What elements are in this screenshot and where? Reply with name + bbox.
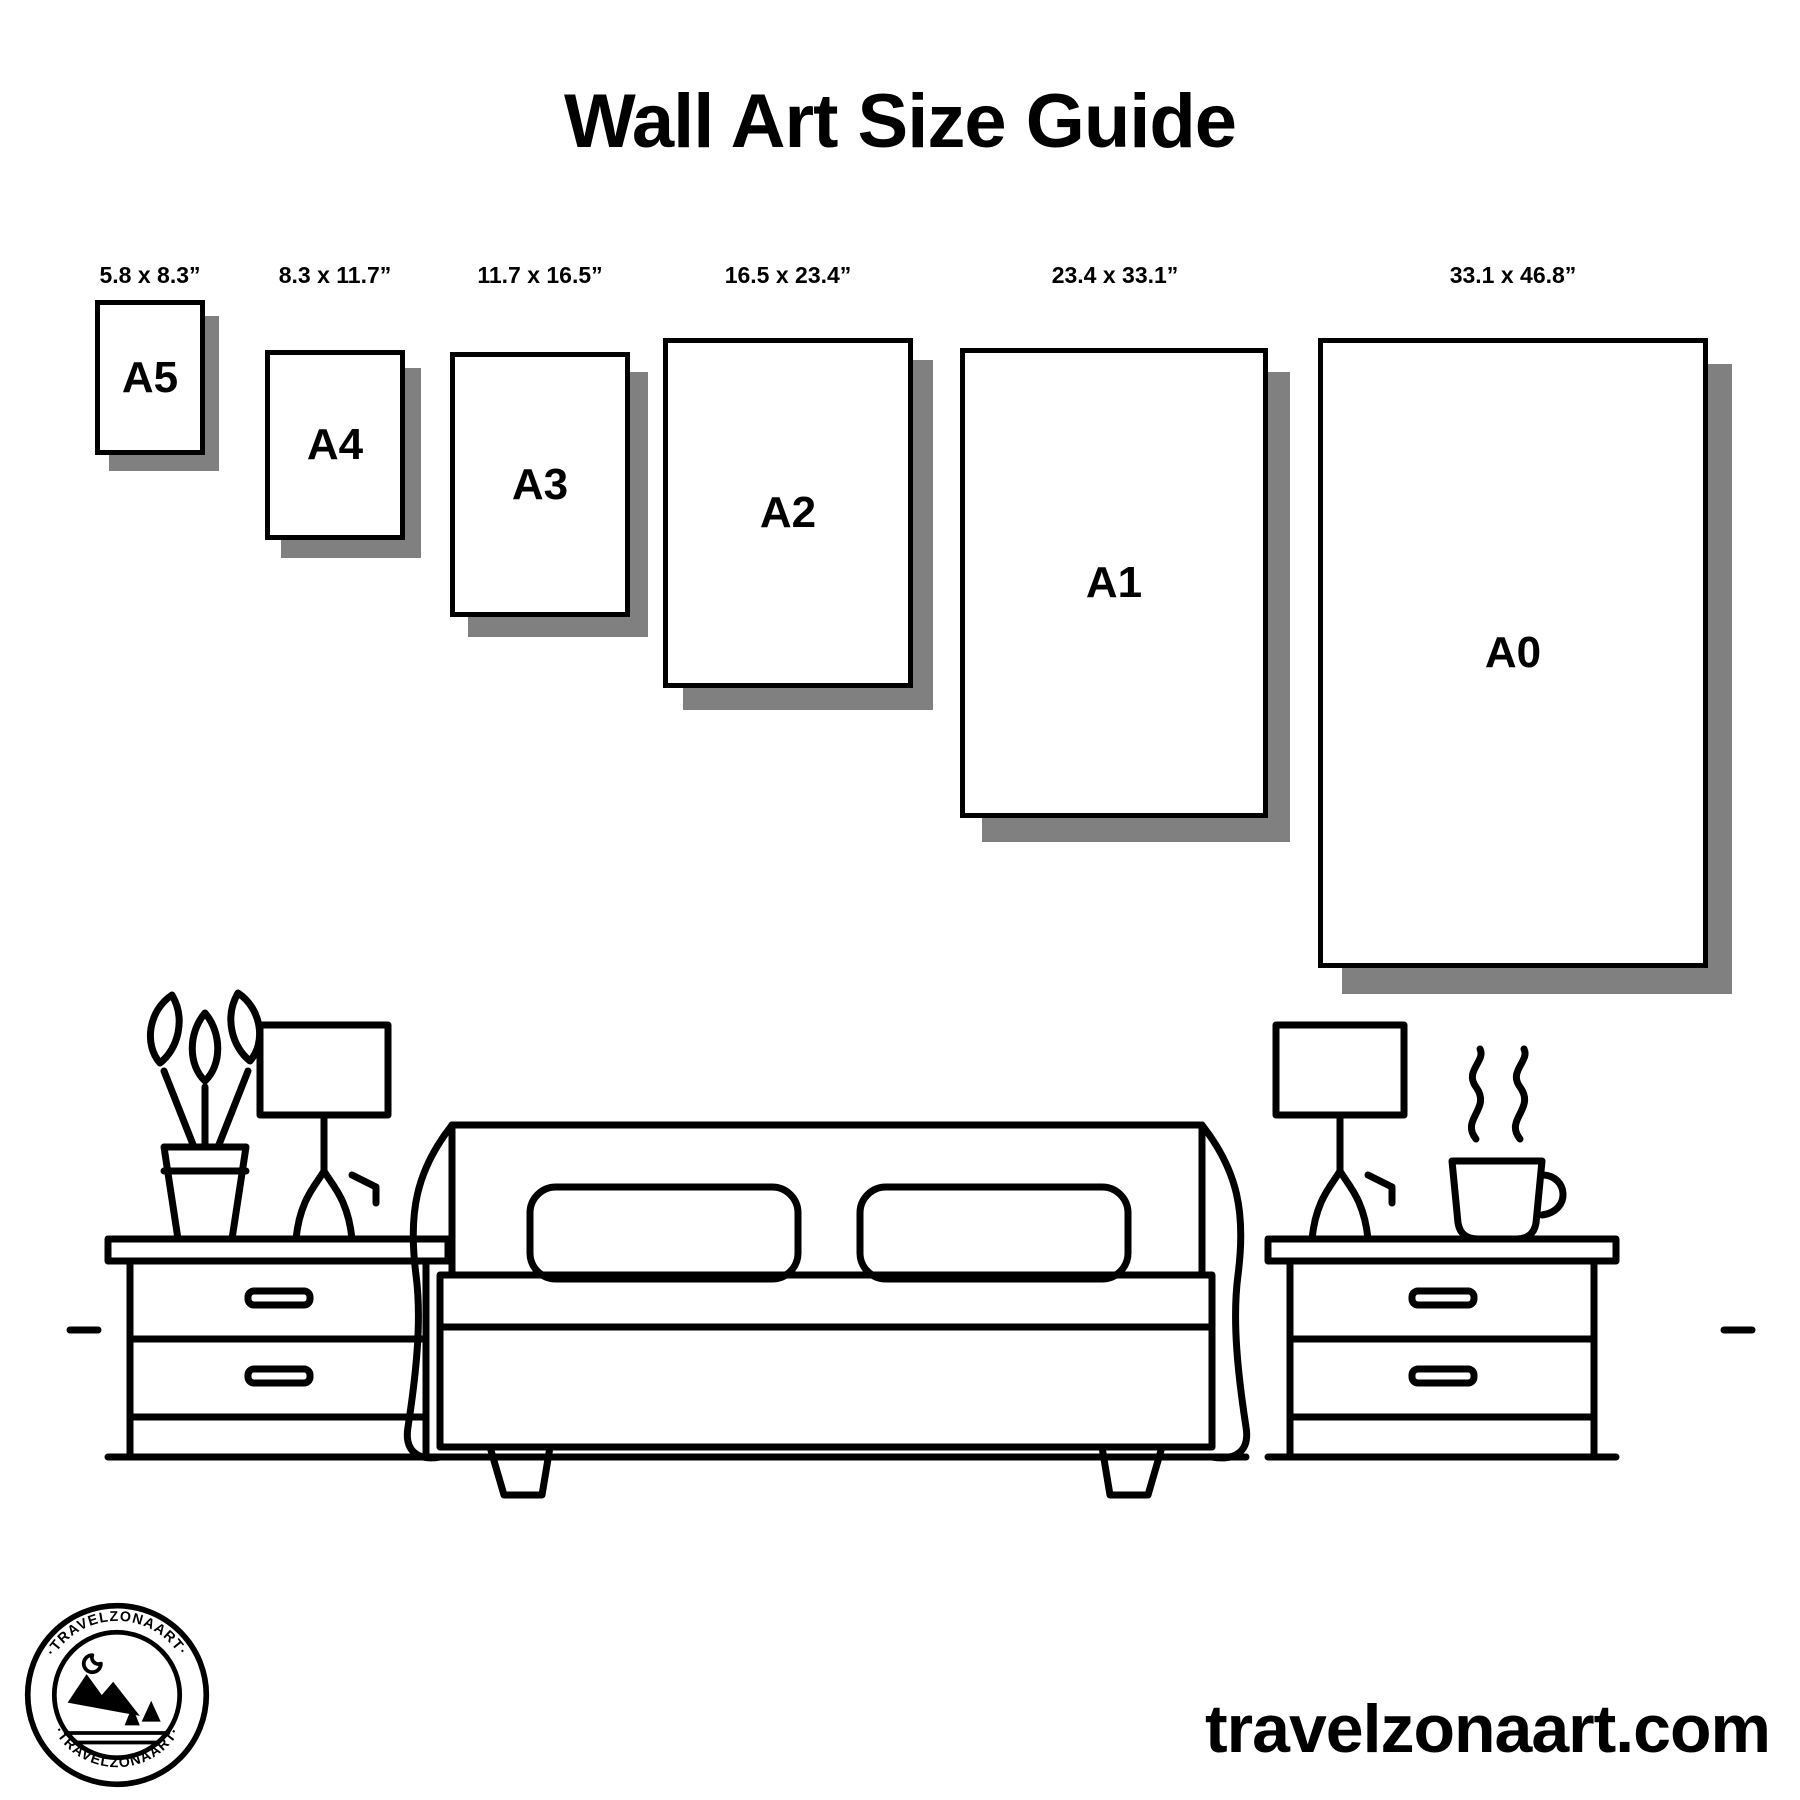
frame-a2-box[interactable]	[663, 338, 913, 688]
mug-handle	[1542, 1175, 1563, 1215]
frame-a1-box[interactable]	[960, 348, 1268, 818]
vase-body	[164, 1147, 246, 1239]
frame-a2-dimensions: 16.5 x 23.4”	[724, 262, 852, 288]
frame-a2-label: A2	[759, 488, 817, 537]
flower-stem-right	[218, 1071, 248, 1147]
left-nightstand-drawer-2	[130, 1339, 426, 1417]
frame-a4-dimensions: 8.3 x 11.7”	[278, 262, 392, 288]
right-nightstand-drawer-1	[1290, 1261, 1594, 1339]
website-url[interactable]: travelzonaart.com	[1205, 1691, 1770, 1767]
brand-logo-svg	[22, 1600, 212, 1790]
frame-a0-box[interactable]	[1318, 338, 1708, 968]
left-nightstand-handle-2	[248, 1369, 310, 1383]
frame-a1-dimensions: 23.4 x 33.1”	[1051, 262, 1179, 288]
bed-pillow-left	[530, 1187, 798, 1279]
flower-petal-left	[150, 995, 179, 1063]
right-table-lamp	[1276, 1025, 1404, 1239]
frame-a1-label: A1	[1085, 558, 1143, 607]
logo-text-top: ·TRAVELZONAART·	[43, 1608, 191, 1659]
mug-body	[1452, 1161, 1542, 1239]
page-title: Wall Art Size Guide	[563, 79, 1237, 164]
logo-text-bottom: ·TRAVELZONAART·	[50, 1724, 184, 1772]
right-nightstand	[1268, 1239, 1616, 1457]
right-nightstand-drawer-2	[1290, 1339, 1594, 1417]
frame-a4-box[interactable]	[265, 350, 405, 540]
bedroom-illustration	[60, 975, 1760, 1595]
left-lamp-shade	[260, 1025, 388, 1115]
bed-blanket-left	[407, 1125, 452, 1458]
bed-headboard	[452, 1125, 1202, 1275]
crescent-moon-icon	[84, 1655, 101, 1672]
flower-petal-center	[192, 1013, 218, 1081]
left-nightstand	[108, 1239, 448, 1457]
frame-a0-label: A0	[1484, 628, 1542, 677]
frame-a5-label: A5	[121, 352, 179, 402]
flower-petal-right	[231, 993, 260, 1061]
frame-a4-label: A4	[306, 420, 364, 469]
right-nightstand-handle-1	[1412, 1291, 1474, 1305]
bedroom-svg	[60, 975, 1760, 1595]
left-lamp-base	[296, 1171, 352, 1239]
frame-a3-dimensions: 11.7 x 16.5”	[477, 262, 603, 288]
right-lamp-shade	[1276, 1025, 1404, 1115]
bed	[407, 1125, 1246, 1495]
right-lamp-cord	[1368, 1175, 1392, 1203]
mug-steam-left	[1471, 1049, 1481, 1139]
frame-a3-label: A3	[511, 459, 569, 509]
mountain-icon	[68, 1674, 140, 1716]
logo-scene-icon	[66, 1655, 169, 1742]
brand-logo[interactable]	[22, 1600, 212, 1790]
right-lamp-base	[1312, 1171, 1368, 1239]
left-nightstand-drawer-1	[130, 1261, 426, 1339]
vase-with-flowers	[150, 993, 259, 1239]
frame-a5-box[interactable]	[95, 300, 205, 455]
frame-a0-dimensions: 33.1 x 46.8”	[1449, 262, 1577, 288]
left-table-lamp	[260, 1025, 388, 1239]
flower-stem-left	[164, 1071, 194, 1147]
frame-a3-box[interactable]	[450, 352, 630, 617]
bed-pillow-right	[860, 1187, 1128, 1279]
right-nightstand-handle-2	[1412, 1369, 1474, 1383]
mug-steam-right	[1515, 1049, 1525, 1139]
pine-tree-icon-1	[142, 1701, 161, 1722]
left-lamp-cord	[352, 1175, 376, 1203]
bed-base	[440, 1275, 1212, 1447]
coffee-mug	[1452, 1049, 1563, 1239]
frame-a5-dimensions: 5.8 x 8.3”	[99, 262, 201, 288]
left-nightstand-handle-1	[248, 1291, 310, 1305]
